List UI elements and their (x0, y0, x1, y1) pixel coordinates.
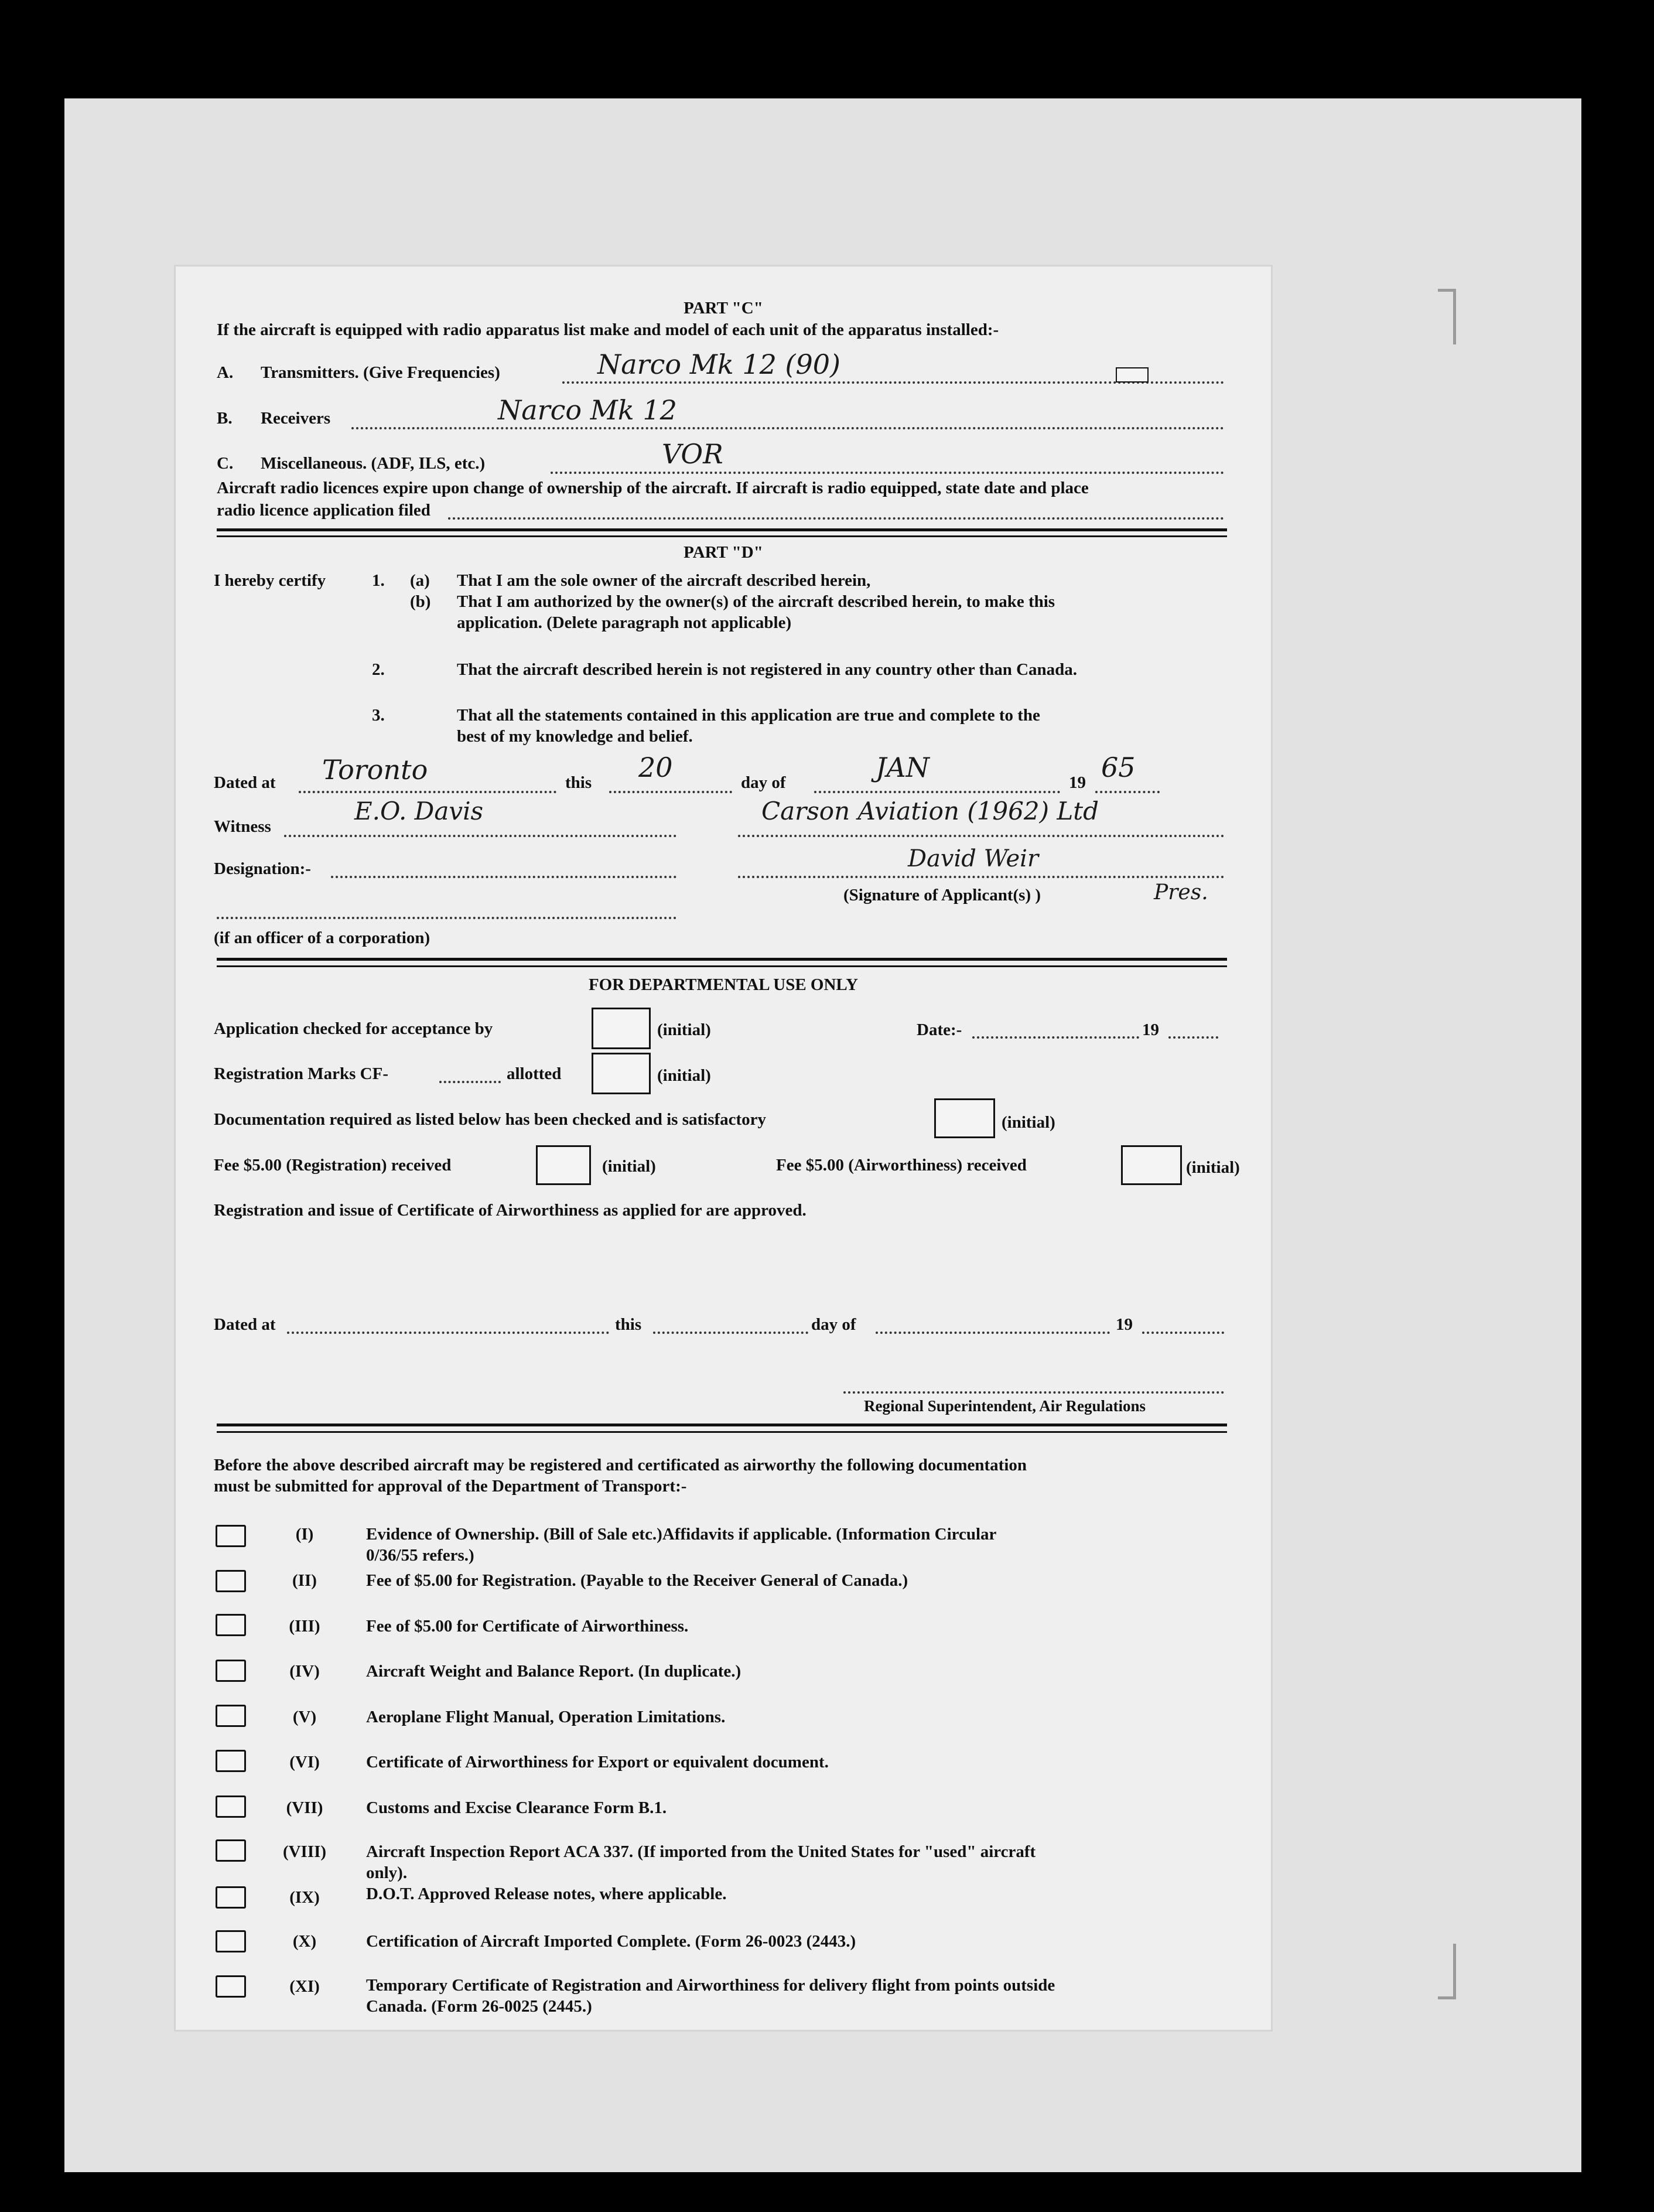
doc-item-number: (IX) (289, 1888, 320, 1907)
doc-item-number: (V) (292, 1708, 317, 1726)
dept-month-line (876, 1332, 1110, 1334)
departmental-heading: FOR DEPARTMENTAL USE ONLY (588, 975, 859, 994)
superintendent-label: Regional Superintendent, Air Regulations (864, 1397, 1146, 1415)
doc-item-number: (I) (295, 1525, 314, 1544)
doc-item-number: (IV) (289, 1662, 320, 1681)
initial-box-documentation[interactable] (934, 1098, 995, 1138)
clause-3-number: 3. (372, 706, 385, 725)
doc-item-number: (VI) (289, 1753, 320, 1771)
applicant-line (738, 835, 1224, 837)
doc-item-number: (XI) (289, 1977, 320, 1996)
registration-marks-label: Registration Marks CF- (214, 1064, 389, 1083)
receivers-label: Receivers (261, 409, 331, 428)
allotted-label: allotted (507, 1064, 562, 1083)
doc-item-text: Aircraft Inspection Report ACA 337. (If imported from the United States for "used" aircraft (366, 1842, 1036, 1861)
radio-licence-note: Aircraft radio licences expire upon change of ownership of the aircraft. If aircraft is radio equipped, state date and place (217, 479, 1089, 497)
small-stamp-box (1116, 367, 1149, 383)
transmitters-value: Narco Mk 12 (90) (597, 349, 840, 380)
initial-box-checked[interactable] (592, 1008, 651, 1049)
dept-year-line (1142, 1332, 1224, 1334)
superintendent-line (843, 1391, 1224, 1394)
doc-item-text: Aircraft Weight and Balance Report. (In duplicate.) (366, 1662, 741, 1681)
divider (217, 528, 1227, 531)
checked-label: Application checked for acceptance by (214, 1019, 493, 1038)
initial-label: (initial) (657, 1066, 711, 1085)
initial-label: (initial) (1002, 1113, 1055, 1132)
divider (217, 1431, 1227, 1433)
clause-3-text-2: best of my knowledge and belief. (457, 727, 693, 746)
doc-item-text: Customs and Excise Clearance Form B.1. (366, 1798, 667, 1817)
day-line (609, 791, 732, 793)
dated-at-line (299, 791, 556, 793)
doc-item-number: (VII) (286, 1798, 323, 1817)
divider (217, 965, 1227, 967)
doc-item-number: (II) (292, 1571, 317, 1590)
doc-item-text-2: 0/36/55 refers.) (366, 1546, 474, 1565)
initial-box-fee-airworthiness[interactable] (1121, 1145, 1182, 1185)
certify-label: I hereby certify (214, 571, 326, 590)
month-line (814, 791, 1060, 793)
dept-day-of-label: day of (811, 1315, 856, 1334)
clause-3-text: That all the statements contained in this application are true and complete to the (457, 706, 1040, 725)
designation-line (331, 876, 676, 878)
initial-label: (initial) (1186, 1158, 1240, 1177)
dept-day-line (653, 1332, 808, 1334)
officer-note: (if an officer of a corporation) (214, 929, 430, 947)
doc-item-number: (VIII) (282, 1842, 327, 1861)
documentation-intro: Before the above described aircraft may be registered and certificated as airworthy the following documentation (214, 1456, 1027, 1474)
doc-checkbox-9[interactable] (216, 1886, 246, 1909)
applicant-title: Pres. (1154, 880, 1208, 904)
doc-checkbox-6[interactable] (216, 1750, 246, 1772)
clause-2-text: That the aircraft described herein is not registered in any country other than Canada. (457, 660, 1078, 679)
signature-label: (Signature of Applicant(s) ) (843, 886, 1041, 904)
doc-checkbox-8[interactable] (216, 1839, 246, 1862)
receivers-line (351, 427, 1224, 429)
date-year-prefix: 19 (1142, 1020, 1159, 1039)
receivers-value: Narco Mk 12 (498, 394, 677, 426)
corner-bracket-top (1438, 289, 1456, 344)
radio-licence-line (448, 517, 1224, 520)
marks-line (439, 1081, 501, 1083)
corner-bracket-bottom (1438, 1944, 1456, 1999)
doc-checkbox-2[interactable] (216, 1570, 246, 1592)
doc-item-text: D.O.T. Approved Release notes, where applicable. (366, 1885, 727, 1903)
applicant-signature: David Weir (908, 845, 1039, 872)
dated-day: 20 (638, 752, 673, 783)
initial-box-marks[interactable] (592, 1053, 651, 1094)
date-year-line (1168, 1036, 1218, 1039)
doc-item-number: (III) (289, 1617, 320, 1636)
clause-b-text-2: application. (Delete paragraph not applicable) (457, 613, 792, 632)
doc-item-number: (X) (292, 1932, 317, 1951)
doc-item-text: Evidence of Ownership. (Bill of Sale etc.)Affidavits if applicable. (Information Circular (366, 1525, 997, 1544)
initial-label: (initial) (602, 1157, 656, 1176)
clause-a-label: (a) (410, 571, 430, 590)
applicant-line-2 (738, 876, 1224, 878)
misc-value: VOR (662, 438, 723, 470)
doc-checkbox-3[interactable] (216, 1614, 246, 1636)
part-c-heading: PART "C" (684, 299, 763, 318)
doc-item-text-2: only). (366, 1863, 408, 1882)
clause-b-label: (b) (410, 592, 431, 611)
doc-item-text: Certification of Aircraft Imported Complete. (Form 26-0023 (2443.) (366, 1932, 856, 1951)
witness-line (284, 835, 676, 837)
documentation-intro-2: must be submitted for approval of the Department of Transport:- (214, 1477, 687, 1496)
witness-signature: E.O. Davis (354, 797, 484, 825)
item-b-label: B. (217, 409, 233, 428)
radio-licence-note-2: radio licence application filed (217, 501, 430, 520)
clause-1-number: 1. (372, 571, 385, 590)
day-of-label: day of (741, 773, 786, 792)
divider (217, 958, 1227, 961)
approval-label: Registration and issue of Certificate of Airworthiness as applied for are approved. (214, 1201, 807, 1220)
transmitters-label: Transmitters. (Give Frequencies) (261, 363, 500, 382)
clause-b-text: That I am authorized by the owner(s) of the aircraft described herein, to make this (457, 592, 1055, 611)
doc-checkbox-11[interactable] (216, 1975, 246, 1998)
fee-airworthiness-label: Fee $5.00 (Airworthiness) received (776, 1156, 1027, 1175)
dept-dated-at-label: Dated at (214, 1315, 276, 1334)
dept-year-prefix: 19 (1116, 1315, 1133, 1334)
clause-2-number: 2. (372, 660, 385, 679)
doc-checkbox-7[interactable] (216, 1795, 246, 1818)
part-c-intro: If the aircraft is equipped with radio apparatus list make and model of each unit of the apparatus installed:- (217, 320, 999, 339)
initial-box-fee-registration[interactable] (536, 1145, 591, 1185)
part-d-heading: PART "D" (684, 543, 763, 562)
date-label: Date:- (917, 1020, 962, 1039)
doc-item-text: Fee of $5.00 for Registration. (Payable to the Receiver General of Canada.) (366, 1571, 908, 1590)
doc-item-text: Temporary Certificate of Registration and Airworthiness for delivery flight from points outside (366, 1976, 1055, 1995)
designation-label: Designation:- (214, 859, 311, 878)
doc-item-text: Certificate of Airworthiness for Export or equivalent document. (366, 1753, 829, 1771)
applicant-company-signature: Carson Aviation (1962) Ltd (761, 797, 1099, 825)
witness-label: Witness (214, 817, 271, 836)
designation-line-2 (217, 917, 676, 919)
divider (217, 535, 1227, 537)
dated-month: JAN (876, 752, 929, 783)
dept-this-label: this (615, 1315, 642, 1334)
initial-label: (initial) (657, 1020, 711, 1039)
item-c-label: C. (217, 454, 234, 473)
divider (217, 1424, 1227, 1426)
fee-registration-label: Fee $5.00 (Registration) received (214, 1156, 452, 1175)
date-line (972, 1036, 1139, 1039)
doc-item-text: Fee of $5.00 for Certificate of Airworthiness. (366, 1617, 689, 1636)
doc-checkbox-10[interactable] (216, 1930, 246, 1952)
dated-at-label: Dated at (214, 773, 276, 792)
year-prefix: 19 (1069, 773, 1086, 792)
doc-checkbox-5[interactable] (216, 1705, 246, 1727)
misc-label: Miscellaneous. (ADF, ILS, etc.) (261, 454, 486, 473)
doc-item-text-2: Canada. (Form 26-0025 (2445.) (366, 1997, 592, 2016)
doc-checkbox-4[interactable] (216, 1660, 246, 1682)
item-a-label: A. (217, 363, 234, 382)
doc-checkbox-1[interactable] (216, 1525, 246, 1547)
dated-year: 65 (1101, 752, 1136, 783)
year-line (1095, 791, 1160, 793)
dept-dated-at-line (287, 1332, 609, 1334)
application-form (176, 267, 1271, 2030)
clause-a-text: That I am the sole owner of the aircraft described herein, (457, 571, 871, 590)
this-label: this (565, 773, 592, 792)
misc-line (551, 472, 1224, 474)
documentation-label: Documentation required as listed below has been checked and is satisfactory (214, 1110, 767, 1129)
dated-place: Toronto (322, 754, 428, 786)
doc-item-text: Aeroplane Flight Manual, Operation Limitations. (366, 1708, 726, 1726)
